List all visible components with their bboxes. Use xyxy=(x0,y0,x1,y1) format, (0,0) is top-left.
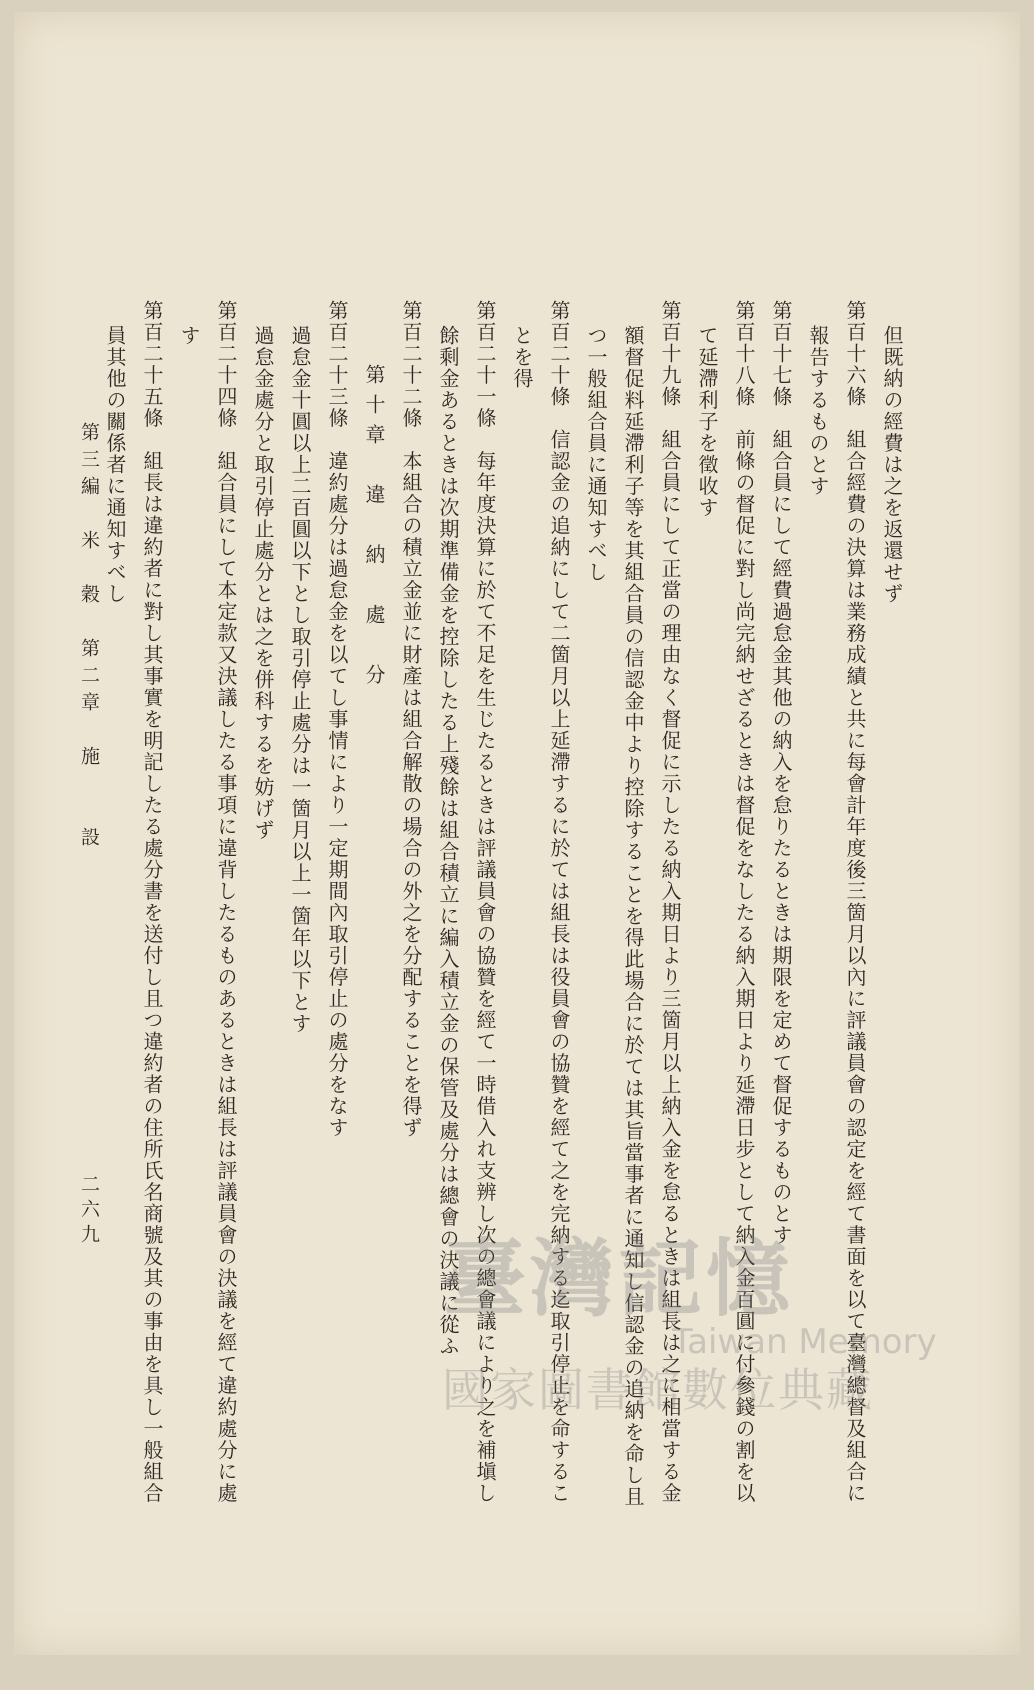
text-column: 第百二十四條 組合員にして本定款又決議したる事項に違背したるものあるときは組長は評議員會の決議を經て違約處分に處 xyxy=(214,300,238,1504)
text-column: 第百二十二條 本組合の積立金並に財產は組合解散の場合の外之を分配することを得ず xyxy=(399,300,423,1139)
text-column: 第百二十三條 違約處分は過怠金を以てし事情により一定期間內取引停止の處分をなす xyxy=(325,300,349,1139)
page-number: 二六九 xyxy=(78,1174,100,1249)
text-column: 員其他の關係者に通知すべし xyxy=(103,325,127,605)
watermark-logo: 臺灣記憶 xyxy=(442,1229,795,1328)
text-column: 第百十七條 組合員にして經費過怠金其他の納入を怠りたるときは期限を定めて督促するものとす xyxy=(769,300,793,1246)
text-column: て延滯利子を徵收す xyxy=(695,325,719,519)
text-column: 第百十六條 組合經費の決算は業務成績と共に每會計年度後三箇月以內に評議員會の認定を經て書面を以て臺灣總督及組合に xyxy=(843,300,867,1504)
text-column: 過怠金處分と取引停止處分とは之を併科するを妨げず xyxy=(251,325,275,841)
running-head: 第三編 米 穀 第二章 施 設 xyxy=(78,422,100,854)
text-column: 報告するものとす xyxy=(806,325,830,497)
text-column: 第百十九條 組合員にして正當の理由なく督促に示したる納入期日より三箇月以上納入金を怠るときは組長は之に相當する金 xyxy=(658,300,682,1504)
text-column: つ一般組合員に通知すべし xyxy=(584,325,608,583)
text-column: 額督促料延滯利子等を其組合員の信認金中より控除することを得此場合に於ては其旨當事者に通知し信認金の追納を命し且 xyxy=(621,325,645,1508)
text-column: 餘剩金あるときは次期準備金を控除したる上殘餘は組合積立に編入積立金の保管及處分は總會の決議に從ふ xyxy=(436,325,460,1357)
text-column: 第百二十一條 每年度決算に於て不足を生じたるときは評議員會の協贊を經て一時借入れ支辨し次の總會議により之を補塡し xyxy=(473,300,497,1504)
watermark-english: Taiwan Memory xyxy=(672,1322,937,1362)
text-column: 過怠金十圓以上二百圓以下とし取引停止處分は一箇月以上一箇年以下とす xyxy=(288,325,312,1035)
document-page xyxy=(14,12,1020,1655)
text-column: 第百二十條 信認金の追納にして二箇月以上延滯するに於ては組長は役員會の協贊を經て之を完納する迄取引停止を命するこ xyxy=(547,300,571,1504)
vertical-body-text xyxy=(96,300,910,1690)
watermark-subtitle: 國家圖書館數位典藏 xyxy=(442,1363,874,1417)
chapter-heading: 第十章 違 納 處 分 xyxy=(362,364,386,694)
text-column: 第百十八條 前條の督促に對し尚完納せざるときは督促をなしたる納入期日より延滯日步として納入金百圓に付參錢の割を以 xyxy=(732,300,756,1504)
text-column: とを得 xyxy=(510,325,534,390)
text-column: 第百二十五條 組長は違約者に對し其事實を明記したる處分書を送付し且つ違約者の住所氏名商號及其の事由を具し一般組合 xyxy=(140,300,164,1504)
text-column: す xyxy=(177,325,201,347)
text-column: 但既納の經費は之を返還せず xyxy=(880,325,904,605)
